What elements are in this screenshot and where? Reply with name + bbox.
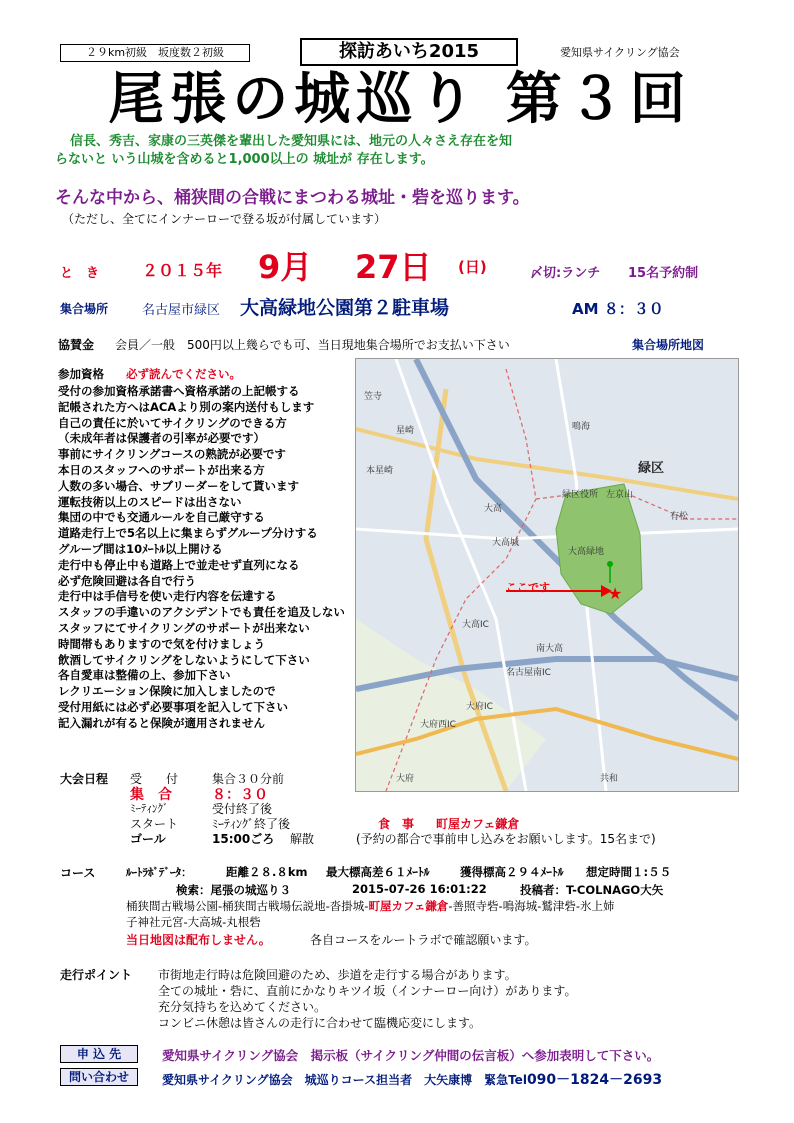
- map-place: 左京山: [606, 490, 634, 500]
- apply-text: 愛知県サイクリング協会 掲示板（サイクリング仲間の伝言板）へ参加表明して下さい。: [162, 1048, 660, 1063]
- course-label: コース: [60, 866, 96, 880]
- date-day: 27日: [355, 248, 432, 286]
- date-year: ２０１５年: [142, 261, 223, 280]
- meeting-label: 集合場所: [60, 302, 109, 316]
- map-place: 大府IC: [466, 702, 493, 712]
- goal-time: 15:00ごろ: [212, 832, 275, 846]
- list-item: グループ間は10ﾒｰﾄﾙ以上開ける: [58, 541, 223, 556]
- contact-label: 問い合わせ: [60, 1068, 138, 1086]
- date-label: と き: [60, 266, 100, 281]
- map-place: 名古屋南IC: [506, 668, 551, 678]
- map-place: 大府西IC: [420, 720, 456, 730]
- limit: 15名予約制: [628, 266, 699, 281]
- list-item: 自己の責任に於いてサイクリングのできる方: [58, 415, 287, 430]
- list-item: 記帳された方へはACAより別の案内送付もします: [58, 399, 315, 414]
- list-item: 受付用紙には必ず必要事項を記入して下さい: [58, 699, 288, 714]
- intro-highlight: そんな中から、桶狭間の合戦にまつわる城址・砦を巡ります。: [55, 188, 530, 208]
- course-route-part2: -善照寺砦-鳴海城-鷲津砦-氷上姉: [448, 899, 615, 913]
- qualification-list: [58, 384, 353, 732]
- course-distance: 距離２８.８km: [226, 865, 308, 879]
- goal-label: ゴール: [130, 832, 166, 846]
- meeting-time: AM ８：３０: [572, 300, 664, 318]
- date-month: 9月: [258, 248, 313, 286]
- list-item: （未成年者は保護者の引率が必要です）: [58, 431, 265, 446]
- fee-label: 協賛金: [58, 338, 95, 352]
- map-place: 本星崎: [366, 466, 394, 476]
- riding-line: コンビニ休憩は皆さんの走行に合わせて臨機応変にします。: [158, 1016, 482, 1030]
- map-place: 鳴海: [572, 422, 591, 432]
- goal-suffix: 解散: [290, 832, 315, 846]
- map-place: 大府: [396, 774, 415, 784]
- svg-text:★: ★: [608, 584, 623, 603]
- reception-label: 受 付: [130, 772, 179, 786]
- course-date: 2015-07-26 16:01:22: [352, 882, 487, 896]
- contact-tel[interactable]: 090－1824－2693: [526, 1072, 663, 1088]
- list-item: 事前にサイクリングコースの熟読が必要です: [58, 447, 286, 462]
- deadline: 〆切:ランチ: [530, 266, 601, 281]
- must-read: 必ず読んでください。: [126, 367, 241, 381]
- contact-text: [162, 1069, 662, 1089]
- lunch-label: 食 事: [378, 817, 415, 831]
- meet-label: 集 合: [130, 787, 172, 803]
- schedule-label: 大会日程: [60, 772, 109, 786]
- apply-label: 申 込 先: [60, 1045, 138, 1063]
- course-total-climb: 獲得標高２９４ﾒｰﾄﾙ: [460, 865, 564, 879]
- contact-info: 愛知県サイクリング協会 城巡りコース担当者 大矢康博 緊急Tel: [162, 1073, 527, 1087]
- riding-line: 市街地走行時は危険回避のため、歩道を走行する場合があります。: [158, 968, 517, 982]
- list-item: 道路走行上で5名以上に集まらずグループ分けする: [58, 526, 318, 541]
- meeting-place: 大高緑地公園第２駐車場: [240, 297, 450, 319]
- qualification-label: 参加資格: [58, 367, 104, 381]
- intro-line-1: 信長、秀吉、家康の三英傑を輩出した愛知県には、地元の人々さえ存在を知: [70, 134, 513, 149]
- map-place: 笠寺: [364, 392, 383, 402]
- lunch-place: 町屋カフェ鎌倉: [436, 817, 520, 831]
- list-item: 時間帯もありますので気を付けましょう: [58, 636, 265, 651]
- course-route-cafe: 町屋カフェ鎌倉: [368, 899, 449, 913]
- start-label: スタート: [130, 817, 179, 831]
- reception-time: 集合３０分前: [212, 772, 285, 786]
- list-item: レクリエーション保険に加入しましたので: [58, 684, 276, 699]
- map-place: 共和: [600, 774, 619, 784]
- list-item: スタッフの手違いのアクシデントでも責任を追及しない: [58, 605, 345, 620]
- course-data-label: ﾙｰﾄﾗﾎﾞﾃﾞｰﾀ：: [126, 866, 192, 879]
- list-item: スタッフにてサイクリングのサポートが出来ない: [58, 620, 310, 635]
- map-label: 集合場所地図: [632, 338, 705, 352]
- course-time: 想定時間１:５５: [586, 865, 672, 879]
- course-map-warning: 当日地図は配布しません。: [126, 933, 271, 947]
- map-place: 緑区役所: [562, 490, 599, 500]
- list-item: 記入漏れが有ると保険が適用されません: [58, 715, 265, 730]
- list-item: 必ず危険回避は各自で行う: [58, 573, 196, 588]
- level-badge: ２９km初級 坂度数２初級: [60, 44, 250, 62]
- fee-text: 会員／一般 500円以上幾らでも可、当日現地集合場所でお支払い下さい: [115, 338, 510, 352]
- course-route-line1: [126, 898, 615, 914]
- start-text: ﾐｰﾃｨﾝｸﾞ終了後: [212, 817, 291, 831]
- map-place: 大高: [484, 504, 503, 514]
- map-place: 南大高: [536, 644, 564, 654]
- meeting1-label: ﾐｰﾃｨﾝｸﾞ: [130, 802, 169, 815]
- course-poster: 投稿者：T-COLNAGO大矢: [520, 883, 664, 897]
- list-item: 飲酒してサイクリングをしないようにして下さい: [58, 652, 310, 667]
- intro-note: （ただし、全てにインナーローで登る坂が付属しています）: [62, 212, 387, 226]
- riding-label: 走行ポイント: [60, 968, 133, 982]
- list-item: 受付の参加資格承諾書へ資格承諾の上記帳する: [58, 384, 300, 398]
- meeting-area: 名古屋市緑区: [142, 303, 221, 318]
- course-search: 検索：尾張の城巡り３: [176, 883, 291, 897]
- list-item: 各自愛車は整備の上、参加下さい: [58, 668, 231, 683]
- meet-time: ８：３０: [212, 787, 268, 803]
- list-item: 運転技術以上のスピードは出さない: [58, 494, 242, 509]
- lunch-note: (予約の都合で事前申し込みをお願いします。15名まで): [356, 832, 656, 846]
- meeting-place-map[interactable]: [355, 358, 739, 792]
- map-place: 大高IC: [462, 620, 489, 630]
- map-marker-text: ここです: [506, 581, 550, 594]
- riding-line: 全ての城址・砦に、直前にかなりキツイ坂（インナーロー向け）があります。: [158, 984, 577, 998]
- list-item: 走行中は手信号を使い走行内容を伝達する: [58, 589, 277, 604]
- map-place: 大高城: [492, 538, 520, 548]
- organizer: 愛知県サイクリング協会: [560, 46, 680, 59]
- list-item: 本日のスタッフへのサポートが出来る方: [58, 462, 265, 477]
- course-map-note: 各自コースをルートラボで確認願います。: [310, 933, 537, 947]
- list-item: 集団の中でも交通ルールを自己厳守する: [58, 510, 265, 525]
- page-title: 尾張の城巡り 第３回: [108, 66, 692, 132]
- course-max-height: 最大標高差６１ﾒｰﾄﾙ: [326, 865, 430, 879]
- course-route-line2: 子神社元宮-大高城-丸根砦: [126, 915, 261, 929]
- date-weekday: (日): [458, 258, 487, 276]
- meeting1-text: 受付終了後: [212, 802, 273, 816]
- riding-line: 充分気持ちを込めてください。: [158, 1000, 327, 1014]
- map-label-midori: 緑区: [638, 461, 665, 476]
- map-place: 有松: [670, 512, 689, 522]
- event-series-badge: 探訪あいち2015: [300, 38, 518, 66]
- list-item: 走行中も停止中も道路上で並走せず直列になる: [58, 557, 300, 572]
- course-route-part1: 桶狭間古戦場公園-桶狭間古戦場伝説地-沓掛城-: [126, 899, 369, 913]
- intro-line-2: らないと いう山城を含めると1,000以上の 城址が 存在します。: [55, 152, 434, 167]
- list-item: 人数の多い場合、サブリーダーをして貰います: [58, 478, 300, 493]
- map-place: 星崎: [396, 426, 415, 436]
- map-label-odaka-park: 大高緑地: [568, 547, 605, 557]
